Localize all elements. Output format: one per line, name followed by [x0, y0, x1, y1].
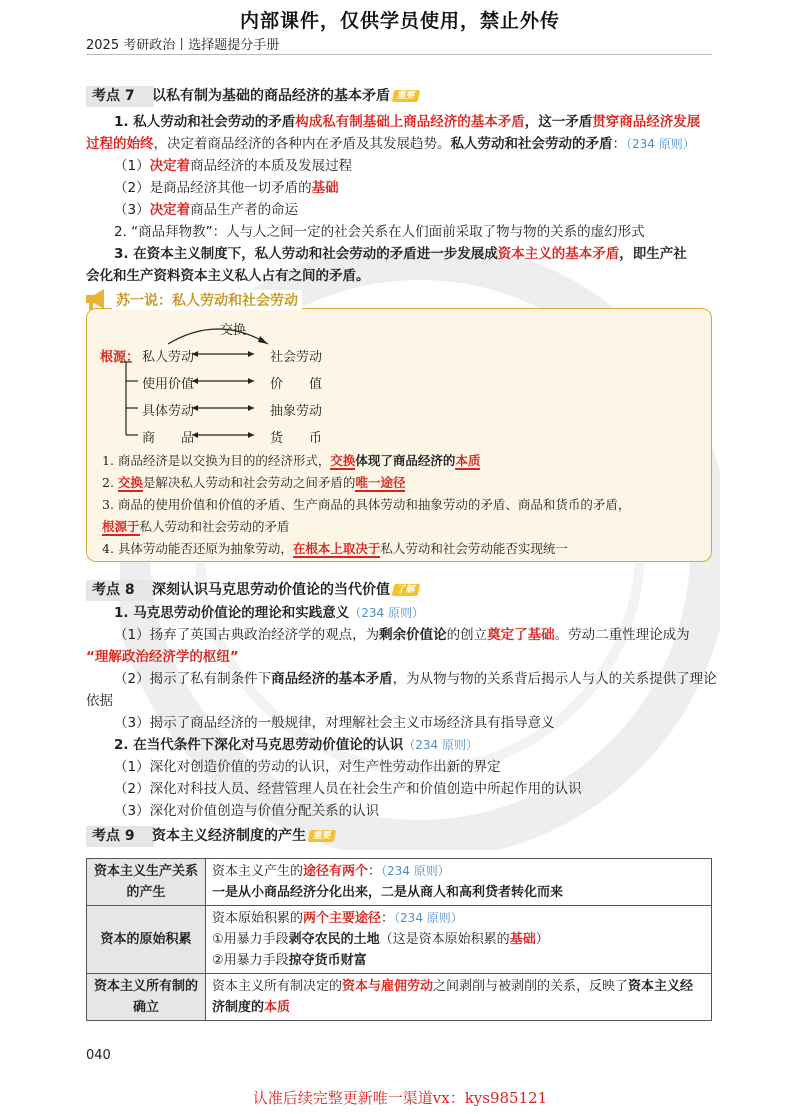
kp9-label: 考点 9 [86, 826, 154, 847]
kp8-heading [86, 580, 486, 602]
row1-header: 资本主义生产关系的产生 [87, 859, 206, 906]
kp7-heading [86, 86, 486, 108]
su-line-3: 3. 商品的使用价值和价值的矛盾、生产商品的具体劳动和抽象劳动的矛盾、商品和货币的矛盾， [102, 497, 631, 512]
right-item-2: 价 值 [270, 377, 323, 392]
page-number: 040 [86, 1048, 111, 1063]
row3-header: 资本主义所有制的确立 [87, 974, 206, 1021]
su-line-1: 1. 商品经济是以交换为目的的经济形式，交换体现了商品经济的本质 [102, 453, 481, 468]
su-line-2: 2. 交换是解决私人劳动和社会劳动之间矛盾的唯一途径 [102, 475, 406, 490]
kp8-tag: 了解 [392, 584, 421, 596]
left-item-4: 商 品 [142, 431, 195, 446]
kp8-label: 考点 8 [86, 580, 154, 601]
exchange-label: 交换 [220, 323, 247, 338]
kp8-body: 1. 马克思劳动价值论的理论和实践意义（234 原则） （1）扬弃了英国古典政治经济学的观点，为剩余价值论的创立奠定了基础。劳动二重性理论成为 “理解政治经济学的枢纽” （2）揭示了私有制条件下商品经济的基本矛盾，为从物与物的关系背后揭示人与人的关系提供了理论 依据 （3）揭示了商品经济的一般规律，对理解社会主义市场经济具有指导意义 2. 在当代条件下深化对马克思劳动价值论的认识（234 原则） （1）深化对创造价值的劳动的认识，对生产性劳动作出新的界定 （2）深化对科技人员、经营管理人员在社会生产和价值创造中所起作用的认识 （3）深化对价值创造与价值分配关系的认识 [86, 605, 717, 819]
right-item-4: 货 币 [270, 431, 323, 446]
su-line-4: 4. 具体劳动能否还原为抽象劳动，在根本上取决于私人劳动和社会劳动能否实现统一 [102, 541, 568, 556]
kp7-label: 考点 7 [86, 86, 154, 107]
left-item-1: 私人劳动 [142, 350, 195, 365]
su-note-title: 苏一说：私人劳动和社会劳动 [112, 290, 302, 310]
right-item-3: 抽象劳动 [270, 404, 323, 419]
kp7-title: 以私有制为基础的商品经济的基本矛盾 [152, 88, 390, 104]
kp7-tag: 重要 [392, 90, 421, 102]
kp7-para1: 1. 私人劳动和社会劳动的矛盾构成私有制基础上商品经济的基本矛盾，这一矛盾贯穿商品经济发展 过程的始终，决定着商品经济的各种内在矛盾及其发展趋势。私人劳动和社会劳动的矛盾：（234 原则） （1）决定着商品经济的本质及发展过程 （2）是商品经济其他一切矛盾的基础 （3）决定着商品生产者的命运 2. “商品拜物教”：人与人之间一定的社会关系在人们面前采取了物与物的关系的虚幻形式 3. 在资本主义制度下，私人劳动和社会劳动的矛盾进一步发展成资本主义的基本矛盾，即生产社 会化和生产资料资本主义私人占有之间的矛盾。 [86, 111, 716, 287]
kp9-tag: 重要 [308, 830, 337, 842]
header-divider [86, 54, 712, 55]
top-notice: 内部课件，仅供学员使用，禁止外传 [239, 10, 560, 32]
root-label: 根源： [100, 350, 140, 365]
su-note-lines: 1. 商品经济是以交换为目的的经济形式，交换体现了商品经济的本质 2. 交换是解决私人劳动和社会劳动之间矛盾的唯一途径 3. 商品的使用价值和价值的矛盾、生产商品的具体劳动和抽象劳动的矛盾、商品和货币的矛盾， 根源于私人劳动和社会劳动的矛盾 4. 具体劳动能否还原为抽象劳动，在根本上取决于私人劳动和社会劳动能否实现统一 [102, 450, 702, 560]
left-item-2: 使用价值 [142, 377, 195, 392]
footer-notice: 认准后续完整更新唯一渠道vx：kys985121 [252, 1089, 548, 1107]
row2-header: 资本的原始积累 [87, 906, 206, 974]
kp9-heading [86, 826, 486, 848]
kp7-para2: 2. “商品拜物教”：人与人之间一定的社会关系在人们面前采取了物与物的关系的虚幻形式 [114, 224, 645, 240]
megaphone-icon [82, 285, 110, 313]
kp7-item-3: （3）决定着商品生产者的命运 [114, 202, 299, 218]
kp7-para3: 3. 在资本主义制度下，私人劳动和社会劳动的矛盾进一步发展成资本主义的基本矛盾，即生产社 [114, 246, 687, 262]
table-row: 资本的原始积累 资本原始积累的两个主要途径：（234 原则） ①用暴力手段剥夺农民的土地（这是资本原始积累的基础） ②用暴力手段掠夺货币财富 [87, 906, 712, 974]
kp9-title: 资本主义经济制度的产生 [152, 828, 306, 844]
book-header: 2025 考研政治丨选择题提分手册 [86, 38, 280, 53]
left-item-3: 具体劳动 [142, 404, 195, 419]
table-row: 资本主义生产关系的产生 资本主义产生的途径有两个：（234 原则） 一是从小商品经济分化出来，二是从商人和高利贷者转化而来 [87, 859, 712, 906]
right-item-1: 社会劳动 [270, 350, 323, 365]
kp7-item-1: （1）决定着商品经济的本质及发展过程 [114, 158, 353, 174]
kp9-table [86, 858, 712, 1021]
kp7-item-2: （2）是商品经济其他一切矛盾的基础 [114, 180, 339, 196]
kp8-title: 深刻认识马克思劳动价值论的当代价值 [152, 582, 390, 598]
table-row: 资本主义所有制的确立 资本主义所有制决定的资本与雇佣劳动之间剥削与被剥削的关系，反映了资本主义经济制度的本质 [87, 974, 712, 1021]
